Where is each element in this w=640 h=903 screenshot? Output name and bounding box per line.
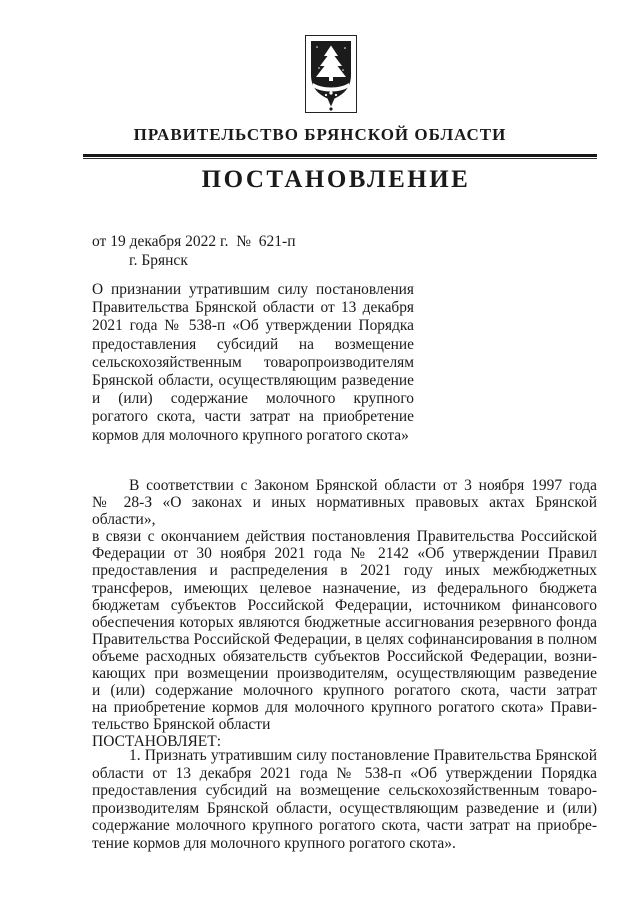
body-line-1: В соответствии с Законом Брянской области от 3 ноября 1997 года (129, 477, 597, 494)
city-line: г. Брянск (129, 252, 188, 269)
item1-line-5: содержание молочного крупного рогатого скота, части затрат на приобре- (92, 817, 597, 835)
body-line-9: Правительства Российской Федерации, в целях софинансирования в полном (92, 630, 597, 648)
subject-line-9: кормов для молочного крупного рогатого скота» (92, 426, 409, 444)
subject-line-2: Правительства Брянской области от 13 декабря (92, 299, 414, 317)
subject-line-5: сельскохозяйственным товаропроизводителям (92, 353, 414, 371)
body-line-8: обеспечения которых являются бюджетные ассигнования резервного фонда (92, 613, 597, 631)
body-line-3: в связи с окончанием действия постановления Правительства Российской (92, 528, 597, 546)
subject-line-8: рогатого скота, части затрат на приобретение (92, 408, 414, 426)
body-line-2: № 28-З «О законах и иных нормативных правовых актах Брянской области», (92, 494, 597, 529)
item1-line-1: 1. Признать утратившим силу постановление Правительства Брянской (129, 747, 597, 764)
body-line-12: и (или) содержание молочного крупного рогатого скота, части затрат (92, 682, 597, 700)
subject-line-4: предоставления субсидий на возмещение (92, 335, 414, 353)
body-line-10: объеме расходных обязательств субъектов Российской Федерации, возни- (92, 647, 597, 665)
item1-line-6: тение кормов для молочного крупного рогатого скота». (92, 834, 456, 852)
date-number-line: от 19 декабря 2022 г. № 621-п (92, 233, 296, 250)
preamble-paragraph (92, 477, 597, 751)
document-type-title: ПОСТАНОВЛЕНИЕ (201, 166, 471, 193)
resolves-line: ПОСТАНОВЛЯЕТ: (92, 733, 222, 751)
subject-line-6: Брянской области, осуществляющим разведение (92, 372, 414, 390)
header-rule (83, 154, 597, 157)
body-line-4: Федерации от 30 ноября 2021 года № 2142 «Об утверждении Правил (92, 545, 597, 563)
body-line-7: бюджетам субъектов Российской Федерации, источником финансового (92, 596, 597, 614)
body-line-5: предоставления и распределения в 2021 году иных межбюджетных (92, 562, 597, 580)
body-line-11: кающих при возмещении производителям, осуществляющим разведение (92, 665, 597, 683)
document-meta (92, 232, 296, 270)
subject-line-1: О признании утратившим силу постановления (92, 281, 414, 298)
item1-line-2: области от 13 декабря 2021 года № 538-п «Об утверждении Порядка (92, 764, 597, 782)
bryansk-coat-of-arms-icon (305, 35, 357, 113)
subject-line-7: и (или) содержание молочного крупного (92, 390, 414, 408)
header-rule-shadow (83, 158, 597, 159)
item1-line-4: производителям Брянской области, осуществляющим разведение и (или) (92, 799, 597, 817)
subject-block (92, 281, 414, 445)
item1-line-3: предоставления субсидий на возмещение сельскохозяйственным товаро- (92, 782, 597, 800)
body-line-13: на приобретение кормов для молочного крупного рогатого скота» Прави- (92, 699, 597, 717)
body-line-6: трансферов, имеющих целевое назначение, из федерального бюджета (92, 579, 597, 597)
body-line-14: тельство Брянской области (92, 716, 271, 734)
item-1-paragraph (92, 747, 597, 853)
organization-name: ПРАВИТЕЛЬСТВО БРЯНСКОЙ ОБЛАСТИ (133, 125, 507, 144)
subject-line-3: 2021 года № 538-п «Об утверждении Порядка (92, 317, 414, 335)
